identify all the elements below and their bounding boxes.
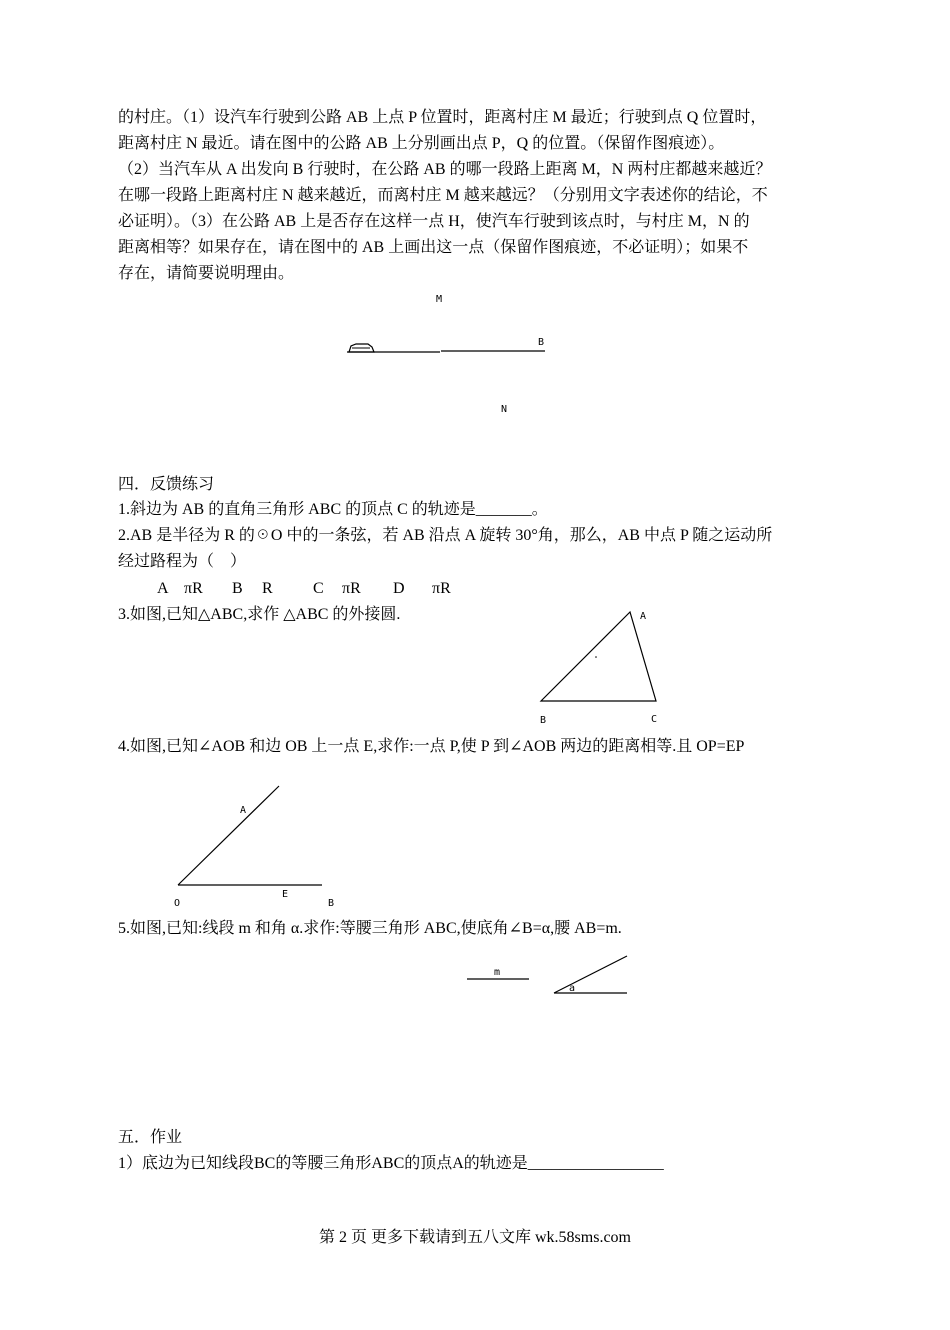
section-5-title: 五．作业 [118,1129,183,1146]
triangle-vertex-a-label: A [640,611,647,622]
question-2-line-2: 经过路程为（ ） [118,553,247,570]
option-c-letter: C [313,580,324,597]
homework-question-1: 1）底边为已知线段BC的等腰三角形ABC的顶点A的轨迹是_________________ [118,1155,664,1172]
figure-road-villages [347,294,545,415]
angle-alpha-label: a [569,983,576,994]
triangle-vertex-b-label: B [540,715,547,726]
ray-oa [178,786,279,885]
angle-alpha-ray [554,956,627,993]
problem-text-line-6: 距离相等？如果存在，请在图中的 AB 上画出这一点（保留作图痕迹，不必证明）；如果不 [118,239,749,256]
angle-point-b-label: B [328,898,335,909]
option-c-value: πR [342,580,361,597]
road-end-b-label: B [538,337,545,348]
question-1: 1.斜边为 AB 的直角三角形 ABC 的顶点 C 的轨迹是_______。 [118,501,548,518]
car-icon [349,344,374,352]
triangle-vertex-c-label: C [651,714,658,725]
segment-m-label: m [494,967,501,978]
option-d-letter: D [393,580,405,597]
problem-text-line-1: 的村庄。（1）设汽车行驶到公路 AB 上点 P 位置时，距离村庄 M 最近；行驶到点 Q 位置时， [118,109,767,126]
question-4: 4.如图,已知∠AOB 和边 OB 上一点 E,求作:一点 P,使 P 到∠AOB 两边的距离相等.且 OP=EP [118,738,745,755]
option-b-letter: B [232,580,243,597]
angle-vertex-o-label: O [174,898,181,909]
problem-text-line-2: 距离村庄 N 最近。请在图中的公路 AB 上分别画出点 P，Q 的位置。（保留作图痕迹）。 [118,135,725,152]
village-m-label: M [436,294,443,305]
option-d-value: πR [432,580,451,597]
problem-text-line-5: 必证明）。（3）在公路 AB 上是否存在这样一点 H，使汽车行驶到该点时，与村庄 M，N 的 [118,213,750,230]
angle-point-a-label: A [240,805,247,816]
option-a-letter: A [157,580,169,597]
triangle-abc [541,612,656,701]
question-5: 5.如图,已知:线段 m 和角 α.求作:等腰三角形 ABC,使底角∠B=α,腰 AB=m. [118,920,622,937]
figure-segment-and-angle [467,956,627,994]
problem-text-line-7: 存在，请简要说明理由。 [118,265,295,282]
option-b-value: R [262,580,273,597]
option-a-value: πR [184,580,203,597]
problem-text-line-3: （2）当汽车从 A 出发向 B 行驶时，在公路 AB 的哪一段路上距离 M，N 两村庄都越来越近？ [118,161,772,178]
triangle-center-dot [595,656,597,658]
figure-angle-aob [174,786,334,909]
village-n-label: N [501,404,508,415]
problem-text-line-4: 在哪一段路上距离村庄 N 越来越近，而离村庄 M 越来越远？（分别用文字表述你的结论，不 [118,187,768,204]
section-4-title: 四．反馈练习 [118,476,215,493]
question-3: 3.如图,已知△ABC,求作 △ABC 的外接圆. [118,606,401,623]
angle-point-e-label: E [282,889,289,900]
page-footer: 第 2 页 更多下载请到五八文库 wk.58sms.com [318,1229,631,1246]
question-2-line-1: 2.AB 是半径为 R 的☉O 中的一条弦，若 AB 沿点 A 旋转 30°角，那么，AB 中点 P 随之运动所 [118,527,773,544]
figure-triangle-abc [540,611,657,726]
